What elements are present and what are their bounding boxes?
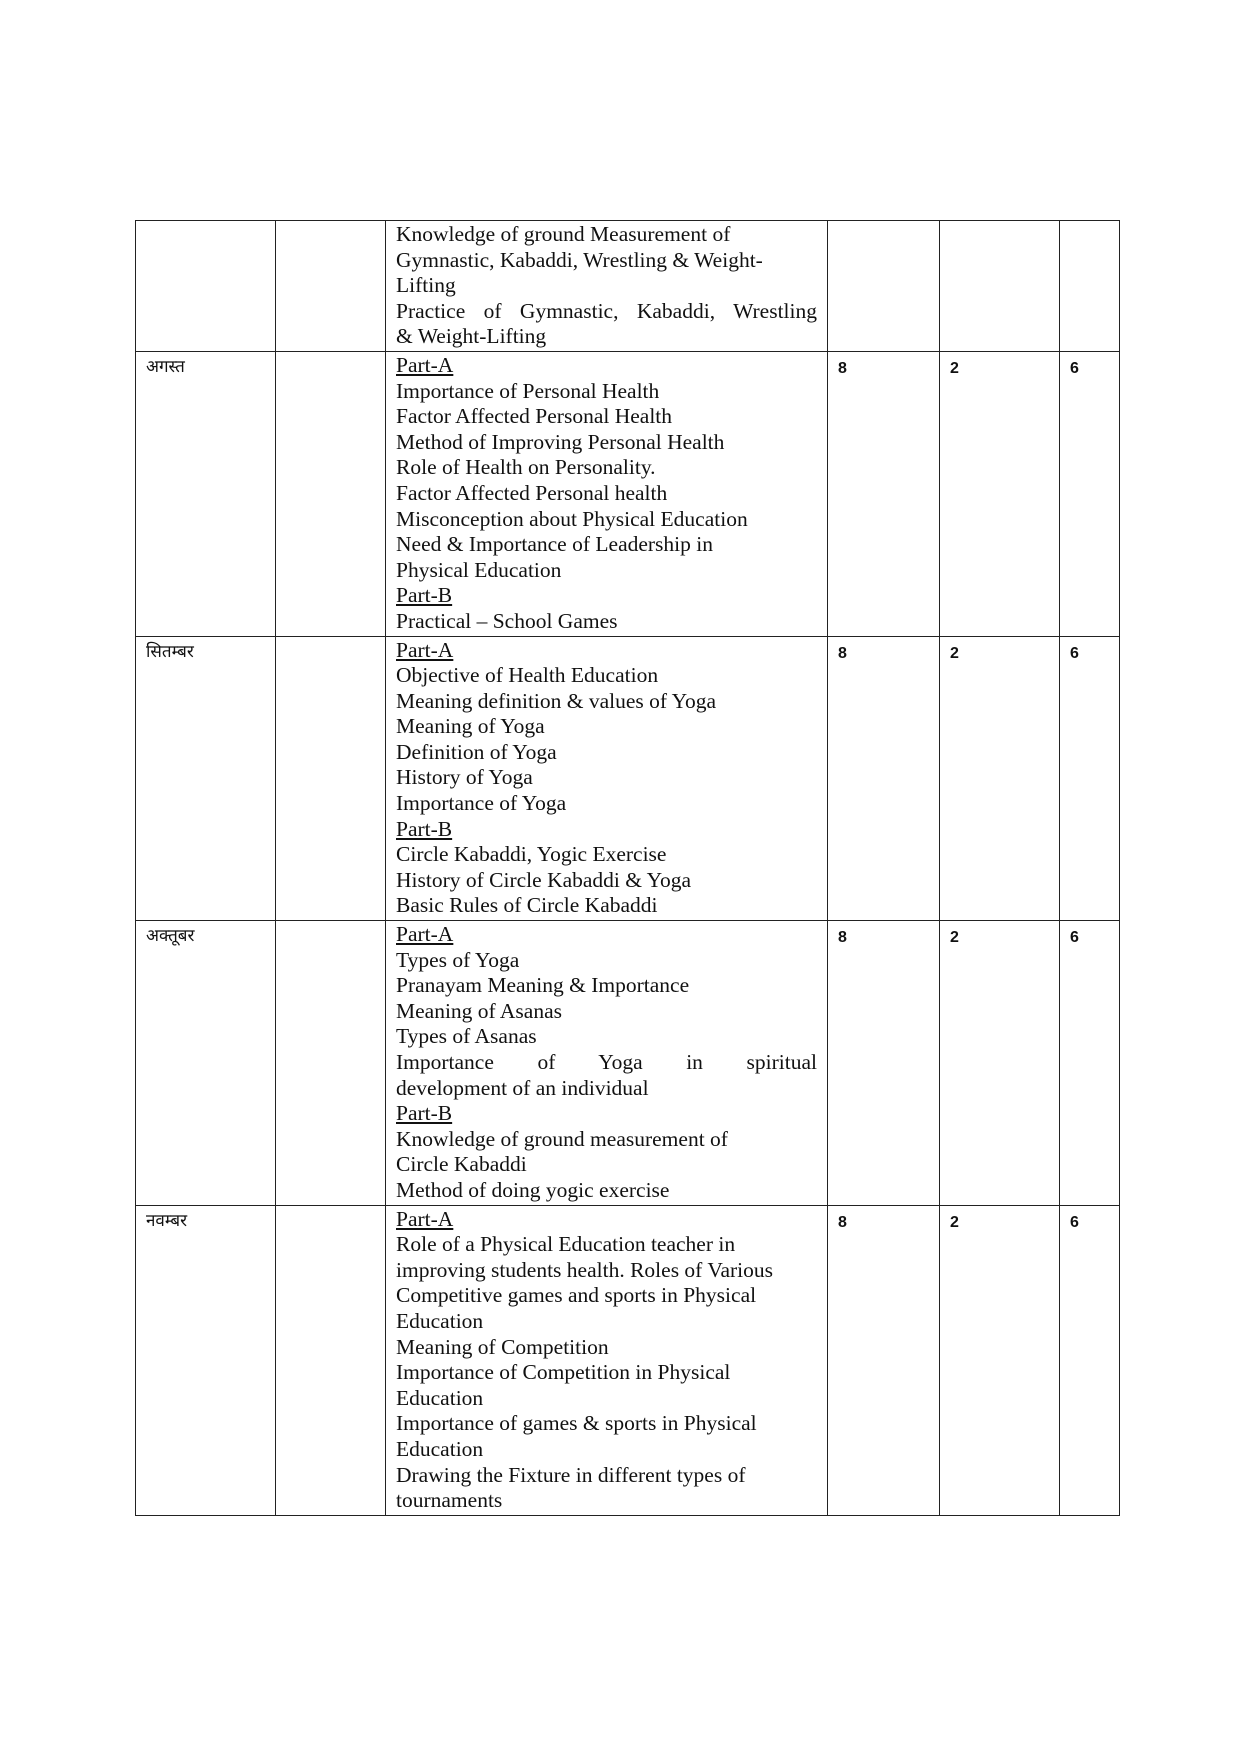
part-heading: Part-A (396, 922, 454, 947)
topic-line: Importance of Yoga (396, 791, 567, 816)
topic-line: Knowledge of ground measurement of (396, 1126, 728, 1151)
topic-line: Method of Improving Personal Health (396, 429, 725, 454)
topic-line: development of an individual (396, 1075, 649, 1100)
table-row (136, 221, 1120, 352)
topic-line: Education (396, 1385, 484, 1410)
topic-line: & Weight-Lifting (396, 324, 547, 349)
topic-line: Misconception about Physical Education (396, 506, 748, 531)
table-row (136, 636, 1120, 921)
part-heading: Part-B (396, 583, 453, 608)
practical-periods-cell: 6 (1060, 636, 1120, 921)
theory-periods-cell: 2 (940, 636, 1060, 921)
topic-line: Role of Health on Personality. (396, 455, 656, 480)
topic-line: Meaning of Asanas (396, 998, 562, 1023)
theory-periods-cell: 2 (940, 351, 1060, 636)
blank-cell (276, 351, 386, 636)
part-heading: Part-A (396, 637, 454, 662)
topic-line: Drawing the Fixture in different types of (396, 1462, 746, 1487)
topic-line: Importance of games & sports in Physical (396, 1411, 757, 1436)
topic-line: History of Yoga (396, 765, 533, 790)
part-heading: Part-B (396, 816, 453, 841)
topic-line: Education (396, 1308, 484, 1333)
table-row (136, 921, 1120, 1206)
topic-line: Competitive games and sports in Physical (396, 1283, 757, 1308)
month-cell: अगस्त (136, 351, 276, 636)
topics-cell (386, 921, 828, 1206)
syllabus-table-body (136, 221, 1120, 1516)
topic-line: Physical Education (396, 557, 562, 582)
topic-line: Practice of Gymnastic, Kabaddi, Wrestling (396, 298, 817, 323)
topic-line: Pranayam Meaning & Importance (396, 973, 690, 998)
part-heading: Part-A (396, 1206, 454, 1231)
topic-line: Basic Rules of Circle Kabaddi (396, 893, 658, 918)
part-heading: Part-B (396, 1101, 453, 1126)
practical-periods-cell: 6 (1060, 351, 1120, 636)
topic-line: tournaments (396, 1488, 503, 1513)
theory-periods-cell (940, 221, 1060, 352)
topic-line: Types of Asanas (396, 1024, 537, 1049)
month-cell: सितम्बर (136, 636, 276, 921)
topic-line: Factor Affected Personal health (396, 480, 668, 505)
practical-periods-cell (1060, 221, 1120, 352)
blank-cell (276, 221, 386, 352)
topic-line: Definition of Yoga (396, 739, 557, 764)
topic-line: History of Circle Kabaddi & Yoga (396, 867, 691, 892)
total-periods-cell (828, 221, 940, 352)
table-row (136, 351, 1120, 636)
part-heading: Part-A (396, 352, 454, 377)
total-periods-cell: 8 (828, 1205, 940, 1515)
topic-line: Importance of Competition in Physical (396, 1360, 731, 1385)
topic-line: Meaning definition & values of Yoga (396, 688, 717, 713)
theory-periods-cell: 2 (940, 1205, 1060, 1515)
topic-line: Circle Kabaddi (396, 1152, 527, 1177)
topic-line: improving students health. Roles of Various (396, 1257, 774, 1282)
blank-cell (276, 921, 386, 1206)
blank-cell (276, 1205, 386, 1515)
month-cell: नवम्बर (136, 1205, 276, 1515)
total-periods-cell: 8 (828, 636, 940, 921)
topic-line: Importance of Yoga in spiritual (396, 1050, 817, 1074)
topic-line: Practical – School Games (396, 608, 618, 633)
topic-line: Circle Kabaddi, Yogic Exercise (396, 842, 667, 867)
topic-line: Factor Affected Personal Health (396, 404, 673, 429)
topic-line: Types of Yoga (396, 947, 520, 972)
topics-cell (386, 636, 828, 921)
topics-cell (386, 1205, 828, 1515)
topic-line: Method of doing yogic exercise (396, 1177, 670, 1202)
syllabus-table (135, 220, 1120, 1516)
table-row (136, 1205, 1120, 1515)
blank-cell (276, 636, 386, 921)
month-cell (136, 221, 276, 352)
practical-periods-cell: 6 (1060, 1205, 1120, 1515)
practical-periods-cell: 6 (1060, 921, 1120, 1206)
topic-line: Knowledge of ground Measurement of (396, 222, 731, 246)
theory-periods-cell: 2 (940, 921, 1060, 1206)
topic-line: Lifting (396, 273, 456, 298)
total-periods-cell: 8 (828, 351, 940, 636)
month-cell: अक्तूबर (136, 921, 276, 1206)
topic-line: Meaning of Yoga (396, 714, 545, 739)
topic-line: Role of a Physical Education teacher in (396, 1232, 736, 1257)
topics-cell (386, 351, 828, 636)
total-periods-cell: 8 (828, 921, 940, 1206)
topic-line: Education (396, 1436, 484, 1461)
topic-line: Meaning of Competition (396, 1334, 609, 1359)
topic-line: Need & Importance of Leadership in (396, 532, 713, 557)
topics-cell (386, 221, 828, 352)
topic-line: Importance of Personal Health (396, 378, 660, 403)
topic-line: Objective of Health Education (396, 663, 659, 688)
topic-line: Gymnastic, Kabaddi, Wrestling & Weight- (396, 247, 763, 272)
